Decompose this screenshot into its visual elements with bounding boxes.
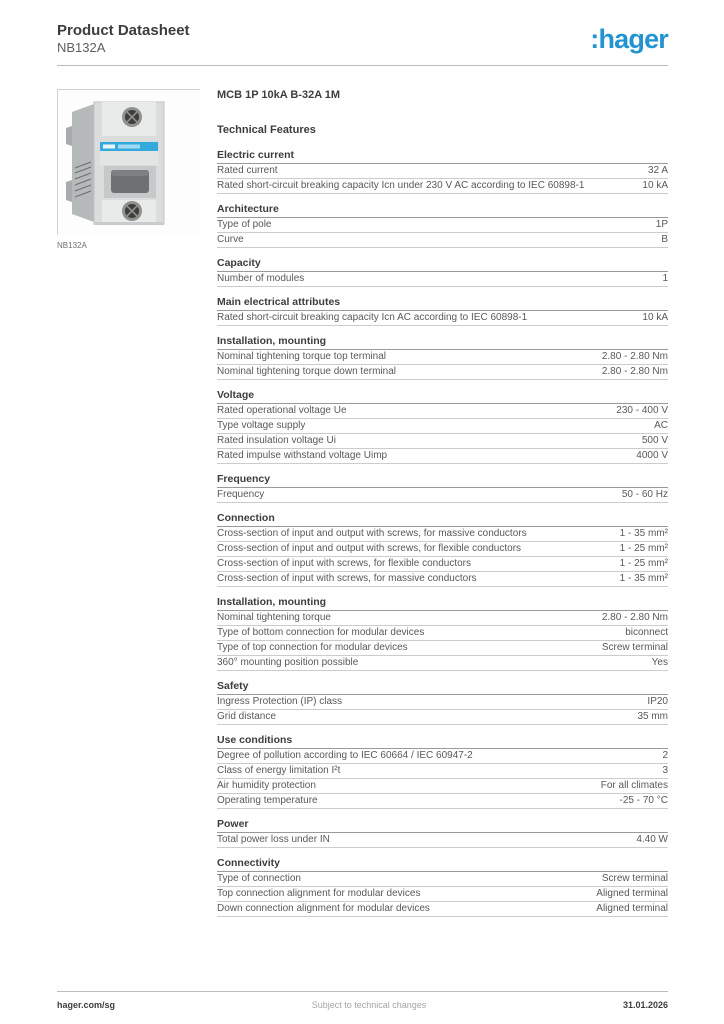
circuit-breaker-image xyxy=(58,90,201,236)
row-label: Frequency xyxy=(217,489,265,500)
spec-row xyxy=(217,710,668,725)
row-label: Degree of pollution according to IEC 60664 / IEC 60947-2 xyxy=(217,750,473,761)
row-value: 35 mm xyxy=(637,711,668,722)
row-label: Rated insulation voltage Ui xyxy=(217,435,336,446)
row-label: Rated short-circuit breaking capacity Icn under 230 V AC according to IEC 60898-1 xyxy=(217,180,585,191)
spec-row xyxy=(217,272,668,287)
row-label: Rated operational voltage Ue xyxy=(217,405,347,416)
row-value: 500 V xyxy=(641,435,668,446)
spec-row xyxy=(217,695,668,710)
product-image-frame xyxy=(57,89,200,235)
section-rows xyxy=(217,749,668,809)
spec-section xyxy=(217,257,668,287)
row-label: Type of top connection for modular devices xyxy=(217,642,408,653)
spec-row xyxy=(217,488,668,503)
spec-row xyxy=(217,365,668,380)
footer-date: 31.01.2026 xyxy=(622,1000,668,1010)
product-image-column xyxy=(57,89,200,917)
row-label: 360° mounting position possible xyxy=(217,657,359,668)
row-label: Air humidity protection xyxy=(217,780,316,791)
spec-row xyxy=(217,902,668,917)
spec-section xyxy=(217,203,668,248)
spec-sections xyxy=(217,149,668,917)
spec-row xyxy=(217,557,668,572)
row-value: 2.80 - 2.80 Nm xyxy=(601,351,668,362)
section-title: Use conditions xyxy=(217,734,668,749)
row-value: 230 - 400 V xyxy=(616,405,668,416)
row-label: Grid distance xyxy=(217,711,276,722)
row-value: Screw terminal xyxy=(601,642,668,653)
spec-section xyxy=(217,149,668,194)
spec-row xyxy=(217,350,668,365)
row-value: 1 - 35 mm² xyxy=(619,528,668,539)
spec-row xyxy=(217,872,668,887)
row-label: Rated short-circuit breaking capacity Icn AC according to IEC 60898-1 xyxy=(217,312,528,323)
product-reference: NB132A xyxy=(57,40,106,55)
spec-row xyxy=(217,233,668,248)
row-value: 1 xyxy=(662,273,668,284)
spec-section xyxy=(217,296,668,326)
row-label: Total power loss under IN xyxy=(217,834,330,845)
spec-row xyxy=(217,641,668,656)
spec-row xyxy=(217,419,668,434)
row-value: 1 - 25 mm² xyxy=(619,543,668,554)
section-title: Installation, mounting xyxy=(217,596,668,611)
spec-row xyxy=(217,179,668,194)
row-value: biconnect xyxy=(625,627,668,638)
row-label: Nominal tightening torque xyxy=(217,612,331,623)
section-title: Safety xyxy=(217,680,668,695)
spec-row xyxy=(217,542,668,557)
row-label: Cross-section of input with screws, for massive conductors xyxy=(217,573,477,584)
row-value: 4.40 W xyxy=(636,834,668,845)
section-rows xyxy=(217,272,668,287)
header-titles xyxy=(57,22,190,56)
spec-section xyxy=(217,734,668,809)
row-value: B xyxy=(661,234,668,245)
section-rows xyxy=(217,527,668,587)
row-value: 1P xyxy=(655,219,668,230)
section-rows xyxy=(217,611,668,671)
section-title: Capacity xyxy=(217,257,668,272)
section-rows xyxy=(217,488,668,503)
technical-features-heading: Technical Features xyxy=(217,124,316,136)
spec-section xyxy=(217,473,668,503)
spec-row xyxy=(217,794,668,809)
row-value: 3 xyxy=(662,765,668,776)
row-value: 10 kA xyxy=(642,180,668,191)
row-value: 50 - 60 Hz xyxy=(621,489,668,500)
row-value: 32 A xyxy=(647,165,668,176)
spec-row xyxy=(217,764,668,779)
spec-row xyxy=(217,656,668,671)
section-rows xyxy=(217,311,668,326)
section-title: Architecture xyxy=(217,203,668,218)
row-value: AC xyxy=(654,420,668,431)
row-label: Number of modules xyxy=(217,273,305,284)
row-label: Type of pole xyxy=(217,219,272,230)
section-title: Installation, mounting xyxy=(217,335,668,350)
row-label: Operating temperature xyxy=(217,795,318,806)
section-title: Electric current xyxy=(217,149,668,164)
section-rows xyxy=(217,872,668,917)
spec-row xyxy=(217,164,668,179)
spec-row xyxy=(217,311,668,326)
spec-row xyxy=(217,887,668,902)
section-rows xyxy=(217,350,668,380)
content-columns xyxy=(0,66,724,917)
spec-section xyxy=(217,857,668,917)
row-label: Rated current xyxy=(217,165,278,176)
row-value: 2 xyxy=(662,750,668,761)
spec-row xyxy=(217,626,668,641)
spec-section xyxy=(217,512,668,587)
row-label: Top connection alignment for modular devices xyxy=(217,888,421,899)
spec-row xyxy=(217,611,668,626)
page-title: Product Datasheet xyxy=(57,22,190,39)
spec-section xyxy=(217,596,668,671)
row-value: 10 kA xyxy=(642,312,668,323)
section-rows xyxy=(217,218,668,248)
row-label: Down connection alignment for modular devices xyxy=(217,903,430,914)
spec-row xyxy=(217,527,668,542)
row-label: Cross-section of input and output with screws, for flexible conductors xyxy=(217,543,522,554)
row-label: Cross-section of input and output with screws, for massive conductors xyxy=(217,528,527,539)
row-value: IP20 xyxy=(647,696,668,707)
page-header xyxy=(0,0,724,56)
section-title: Main electrical attributes xyxy=(217,296,668,311)
section-title: Connectivity xyxy=(217,857,668,872)
row-value: Aligned terminal xyxy=(596,888,668,899)
row-label: Class of energy limitation I²t xyxy=(217,765,341,776)
row-value: 1 - 25 mm² xyxy=(619,558,668,569)
row-label: Type of connection xyxy=(217,873,301,884)
row-label: Rated impulse withstand voltage Uimp xyxy=(217,450,388,461)
section-rows xyxy=(217,404,668,464)
spec-row xyxy=(217,449,668,464)
row-value: Screw terminal xyxy=(601,873,668,884)
section-title: Voltage xyxy=(217,389,668,404)
row-value: Aligned terminal xyxy=(596,903,668,914)
row-value: 4000 V xyxy=(636,450,668,461)
row-value: For all climates xyxy=(600,780,668,791)
row-label: Type of bottom connection for modular devices xyxy=(217,627,425,638)
spec-row xyxy=(217,749,668,764)
row-label: Nominal tightening torque top terminal xyxy=(217,351,386,362)
row-label: Curve xyxy=(217,234,244,245)
page-footer xyxy=(57,991,668,1010)
spec-section xyxy=(217,818,668,848)
product-image-caption: NB132A xyxy=(57,241,87,250)
row-value: 2.80 - 2.80 Nm xyxy=(601,612,668,623)
spec-row xyxy=(217,218,668,233)
spec-row xyxy=(217,434,668,449)
spec-row xyxy=(217,779,668,794)
spec-row xyxy=(217,572,668,587)
footer-website: hager.com/sg xyxy=(57,1000,116,1010)
spec-row xyxy=(217,833,668,848)
row-value: 2.80 - 2.80 Nm xyxy=(601,366,668,377)
row-label: Cross-section of input with screws, for flexible conductors xyxy=(217,558,471,569)
section-title: Frequency xyxy=(217,473,668,488)
row-value: Yes xyxy=(651,657,668,668)
footer-disclaimer: Subject to technical changes xyxy=(311,1000,427,1010)
section-title: Connection xyxy=(217,512,668,527)
row-value: -25 - 70 °C xyxy=(619,795,668,806)
section-rows xyxy=(217,833,668,848)
row-label: Ingress Protection (IP) class xyxy=(217,696,343,707)
section-rows xyxy=(217,695,668,725)
row-label: Type voltage supply xyxy=(217,420,306,431)
hager-logo: :hager xyxy=(590,24,668,54)
row-value: 1 - 35 mm² xyxy=(619,573,668,584)
spec-section xyxy=(217,335,668,380)
spec-row xyxy=(217,404,668,419)
spec-section xyxy=(217,389,668,464)
product-title: MCB 1P 10kA B-32A 1M xyxy=(217,89,341,101)
spec-section xyxy=(217,680,668,725)
technical-data-column xyxy=(217,89,668,917)
section-rows xyxy=(217,164,668,194)
row-label: Nominal tightening torque down terminal xyxy=(217,366,396,377)
section-title: Power xyxy=(217,818,668,833)
